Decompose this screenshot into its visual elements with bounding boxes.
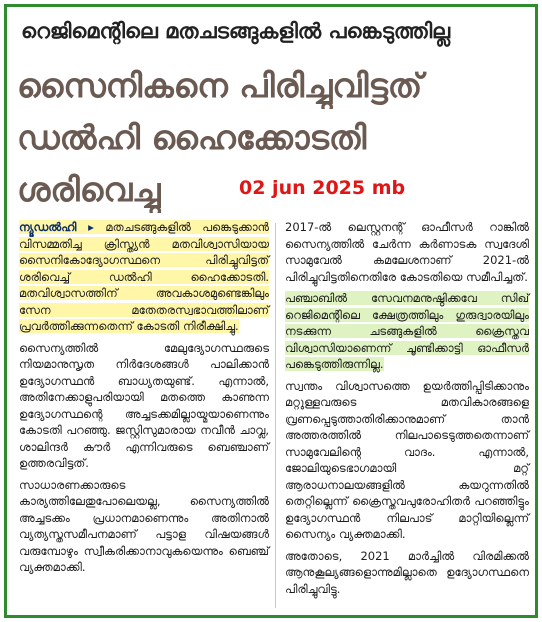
left-paragraph-3: സാധാരണക്കാരുടെ കാര്യത്തിലേതുപോലെയല്ല, സൈന്യത്തിൽ അച്ചടക്കം പ്രധാനമാണെന്നും അതിനാൽ വ്യത്യസ്തസമീപനമാണ് പട്ടാള വിഷയങ്ങൾ വരുമ്പോഴും സ്വീകരിക്കാനാവുകയെന്നും ബെഞ്ച് വ്യക്തമാക്കി.	[19, 477, 269, 574]
right-column	[285, 219, 529, 597]
left-column	[19, 219, 269, 576]
highlighted-text	[19, 220, 269, 333]
news-clipping	[4, 4, 538, 618]
right-paragraph-1: 2017-ൽ ലെസ്റ്റനന്റ് ഓഫീസർ റാങ്കിൽ സൈന്യത്തിൽ ചേർന്ന കർണാടക സ്വദേശി സാമുവേൽ കമലേശനാണ് 2021-ൽ പിരിച്ചുവിട്ടതിനെതിരേ കോടതിയെ സമീപിച്ചത്.	[285, 220, 529, 284]
headline-line-3: ശരിവെച്ചു	[17, 170, 161, 209]
right-paragraph-3: സ്വന്തം വിശ്വാസത്തെ ഉയർത്തിപ്പിടിക്കാനും മറ്റുള്ളവരുടെ മതവികാരങ്ങളെ വ്രണപ്പെടുത്താതിരിക്കാനുമാണ് താൻ അത്തരത്തിൽ നിലപാടെടുത്തതെന്നാണ് സാമുവേലിന്റെ വാദം. എന്നാൽ, ജോലിയുടെഭാഗമായി മറ്റ് ആരാധനാലയങ്ങളിൽ കയറുന്നതിൽ തെറ്റില്ലെന്ന് ക്രൈസ്തവപുരോഹിതർ പറഞ്ഞിട്ടും ഉദ്യോഗസ്ഥൻ നിലപാട് മാറ്റിയില്ലെന്ന് സൈന്യം വ്യക്തമാക്കി.	[285, 378, 529, 541]
left-paragraph-1	[19, 219, 269, 335]
right-paragraph-4: അതോടെ, 2021 മാർച്ചിൽ വിരമിക്കൽ ആനുകൂല്യങ്ങളൊന്നുമില്ലാതെ ഉദ്യോഗസ്ഥനെ പിരിച്ചുവിട്ടു.	[285, 548, 529, 596]
left-paragraph-2: സൈന്യത്തിൽ മേലുദ്യോഗസ്ഥരുടെ നിയമാനുസൃത നിർദേശങ്ങൾ പാലിക്കാൻ ഉദ്യോഗസ്ഥൻ ബാധ്യതയുണ്ട്. എന്നാൽ, അതിനേക്കാളുപരിയായി മതത്തെ കാണുന്ന ഉദ്യോഗസ്ഥന്റെ അച്ചടക്കമില്ലായ്മയാണെന്നും കോടതി പറഞ്ഞു. ജസ്റ്റിസുമാരായ നവീൻ ചാവ്ല, ശാലിന്ദർ കൗർ എന്നിവരുടെ ബെഞ്ചാണ് ഉത്തരവിട്ടത്.	[19, 340, 269, 470]
dateline-place: ന്യൂഡൽഹി ▸	[19, 220, 94, 234]
highlighted-text-green: പഞ്ചാബിൽ സേവനമനുഷ്ഠിക്കവേ സിഖ് റെജിമെന്റിലെ ക്ഷേത്രത്തിലും ഗുരുദ്വാരയിലും നടക്കുന്ന ചടങ്ങുകളിൽ ക്രൈസ്തവ വിശ്വാസിയാണെന്ന് ചൂണ്ടിക്കാട്ടി ഓഫീസർ പങ്കെടുത്തിരുന്നില്ല.	[285, 291, 529, 371]
date-stamp: 02 jun 2025 mb	[239, 177, 406, 199]
headline-line-2: ഡൽഹി ഹൈക്കോടതി	[17, 118, 367, 157]
column-divider	[275, 223, 276, 608]
right-paragraph-2	[285, 290, 529, 373]
headline-line-1: സൈനികനെ പിരിച്ചുവിട്ടത്	[17, 66, 423, 105]
kicker: റെജിമെന്റിലെ മതചടങ്ങുകളിൽ പങ്കെടുത്തില്ല	[21, 19, 451, 43]
left-p1-text: മതചടങ്ങുകളിൽ പങ്കെടുക്കാൻ വിസമ്മതിച്ച ക്രിസ്ത്യൻ മതവിശ്വാസിയായ സൈനികോദ്യോഗസ്ഥനെ പിരിച്ചുവിട്ടത് ശരിവെച്ച് ഡൽഹി ഹൈക്കോടതി. മതവിശ്വാസത്തിന് അവകാശമുണ്ടെങ്കിലും സേന മതേതരസ്വഭാവത്തിലാണ് പ്രവർത്തിക്കുന്നതെന്ന് കോടതി നിരീക്ഷിച്ചു.	[19, 220, 269, 333]
